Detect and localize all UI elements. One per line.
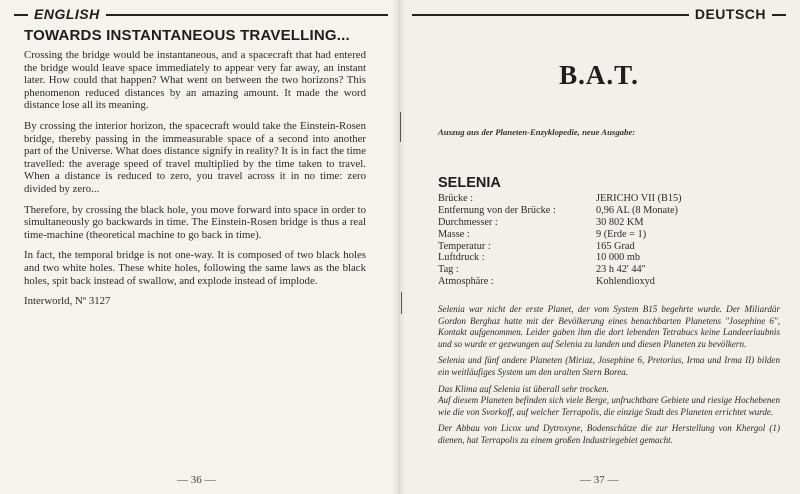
- bat-title: B.A.T.: [559, 60, 639, 90]
- paragraph: Das Klima auf Selenia ist überall sehr trocken.: [438, 383, 609, 394]
- article-body: [24, 49, 366, 316]
- stat-label: Atmosphäre :: [438, 276, 494, 288]
- left-page: [0, 0, 398, 494]
- article-credit: Interworld, Nº 3127: [24, 295, 111, 308]
- encyclopedia-subtitle: Auszug aus der Planeten-Enzyklopedie, neue Ausgabe:: [438, 127, 636, 137]
- paragraph: By crossing the interior horizon, the spacecraft would take the Einstein-Rosen bridge, thereby passing in the immeasurable space of a second into another part of the Universe. What does distance signify in reality? It is in fact the time travelled: the average speed of travel multiplied by the time taken to travel. When a distance is reduced to zero, you travel across it in no time: zero divided by zero...: [24, 119, 366, 195]
- language-label-english: ENGLISH: [28, 4, 106, 24]
- book-gutter: [392, 0, 406, 494]
- stat-row: [438, 241, 778, 253]
- paragraph: Auf diesem Planeten befinden sich viele Berge, unfruchtbare Gebiete und riesige Hochebenen wie die von Svorkoff, auf welcher Terrapolis, die einzige Stadt des Planeten errichtet wurde.: [438, 395, 780, 417]
- stat-label: Masse :: [438, 228, 470, 240]
- stat-value: Kohlendioxyd: [596, 276, 655, 288]
- binding-mark: [400, 112, 401, 142]
- paragraph: Crossing the bridge would be instantaneous, and a spacecraft that had entered the bridge would leave space immediately to appear very far away, an instant later. How could that happen? What went on between the two horizons? This phenomenon reduced distances by an amazing amount. It made the word distance lose all its meaning.: [24, 49, 366, 112]
- stat-row: [438, 217, 778, 229]
- paragraph: In fact, the temporal bridge is not one-way. It is composed of two black holes and two white holes. These white holes, following the same laws as the black holes, spit back instead of swallow, and explode instead of implode.: [24, 249, 366, 287]
- stat-row: [438, 264, 778, 276]
- stat-label: Tag :: [438, 264, 459, 276]
- planet-stats: [438, 193, 778, 288]
- stat-row: [438, 229, 778, 241]
- stat-value: 165 Grad: [596, 240, 635, 252]
- stat-row: [438, 193, 778, 205]
- stat-label: Brücke :: [438, 193, 474, 204]
- paragraph: Therefore, by crossing the black hole, you move forward into space in order to simultaneously go backwards in time. The Einstein-Rosen bridge is thus a real time-machine (theoretical machine to go back in time).: [24, 203, 366, 241]
- page-number-left: — 36 —: [177, 474, 216, 486]
- planet-description: [438, 304, 780, 452]
- paragraph: Der Abbau von Licox und Dytroxyne, Bodenschätze die zur Herstellung von Khergol (1) dienen, hat Terrapolis zu einem großen Industriegebiet gemacht.: [438, 423, 780, 445]
- paragraph: Selenia und fünf andere Planeten (Miriaz, Josephine 6, Pretorius, Irma und Irma II) bilden ein weitläufiges System um den uralten Stern Borea.: [438, 355, 780, 377]
- article-title: TOWARDS INSTANTANEOUS TRAVELLING...: [24, 27, 350, 44]
- paragraph: Selenia war nicht der erste Planet, der vom System B15 begehrte wurde. Der Miliardär Gordon Berghaz hatte mit der Bevölkerung eines benachbarten Planetens "Josephine 6", Kontakt aufgenommen. Leider gaben ihm die dort lebenden Tetrabucs keine Landeerlaubnis und so wurde er gezwungen auf Selenia zu landen und diesen Planeten zu bevölkern.: [438, 304, 780, 349]
- page-number-right: — 37 —: [580, 474, 619, 486]
- stat-row: [438, 205, 778, 217]
- stat-label: Entfernung von der Brücke :: [438, 204, 556, 216]
- stat-label: Temperatur :: [438, 240, 491, 252]
- stat-value: 30 802 KM: [596, 216, 644, 228]
- stat-value: 9 (Erde = 1): [596, 228, 647, 240]
- stat-value: 23 h 42' 44": [596, 264, 646, 276]
- binding-mark: [401, 292, 402, 314]
- stat-row: [438, 252, 778, 264]
- stat-value: 10 000 mb: [596, 252, 641, 264]
- stat-value: JERICHO VII (B15): [596, 193, 682, 204]
- stat-label: Durchmesser :: [438, 216, 498, 228]
- planet-name: SELENIA: [438, 175, 501, 191]
- stat-row: [438, 276, 778, 288]
- language-label-deutsch: DEUTSCH: [689, 4, 772, 24]
- stat-value: 0,96 AL (8 Monate): [596, 204, 678, 216]
- right-page: [398, 0, 800, 494]
- stat-label: Luftdruck :: [438, 252, 485, 264]
